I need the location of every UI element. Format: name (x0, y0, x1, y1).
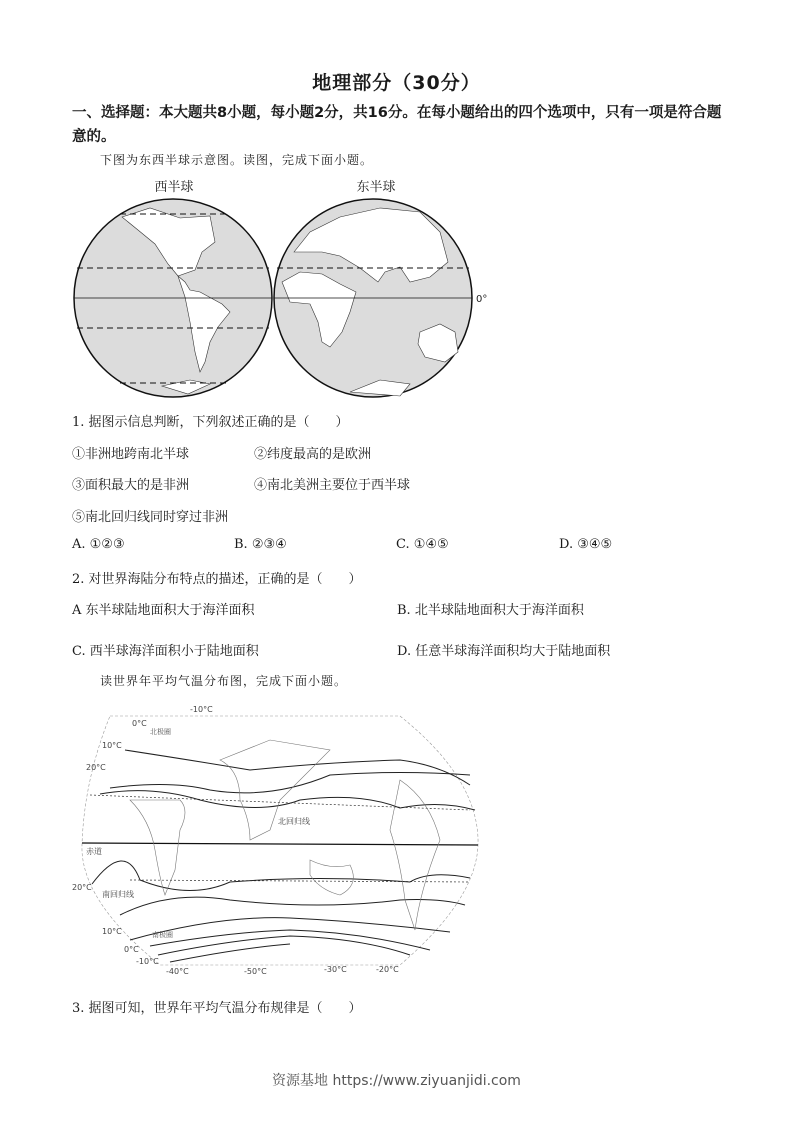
tropic-of-capricorn-label: 南回归线 (102, 890, 134, 899)
isotherm-label: -50°C (244, 967, 267, 976)
statement-5: ⑤南北回归线同时穿过非洲 (72, 510, 229, 525)
isotherm-label: -10°C (190, 705, 213, 714)
watermark-footer: 资源基地 https://www.ziyuanjidi.com (272, 1073, 521, 1089)
q1-option-b[interactable]: B. ②③④ (234, 537, 287, 552)
figure2-intro: 读世界年平均气温分布图，完成下面小题。 (100, 674, 348, 688)
q2-option-d[interactable]: D. 任意半球海洋面积均大于陆地面积 (397, 644, 611, 659)
question-number: 3. (72, 1001, 85, 1016)
arctic-circle-label: 北极圈 (150, 728, 171, 736)
statement-2: ②纬度最高的是欧洲 (254, 447, 372, 462)
statement-3: ③面积最大的是非洲 (72, 478, 190, 493)
question-3 (72, 997, 362, 1016)
world-temperature-map (70, 700, 490, 990)
hemisphere-map (60, 172, 500, 402)
q1-option-d[interactable]: D. ③④⑤ (559, 537, 613, 552)
question-stem: 对世界海陆分布特点的描述，正确的是（ ） (88, 572, 362, 587)
page-title: 地理部分（30分） (312, 72, 481, 94)
q2-option-b[interactable]: B. 北半球陆地面积大于海洋面积 (397, 603, 584, 618)
question-number: 2. (72, 572, 85, 587)
statement-1: ①非洲地跨南北半球 (72, 447, 190, 462)
west-hemisphere (74, 199, 272, 397)
isotherm-label: 0°C (124, 945, 139, 954)
q1-option-c[interactable]: C. ①④⑤ (396, 537, 449, 552)
isotherm-label: -10°C (136, 957, 159, 966)
isotherm-label: -30°C (324, 965, 347, 974)
isotherm-label: 20°C (72, 883, 92, 892)
q2-option-a[interactable]: A 东半球陆地面积大于海洋面积 (72, 603, 255, 618)
question-stem: 据图可知，世界年平均气温分布规律是（ ） (88, 1001, 362, 1016)
west-hemisphere-label: 西半球 (154, 180, 194, 195)
equator-label: 0° (476, 294, 488, 305)
question-1 (72, 411, 349, 430)
east-hemisphere (274, 199, 472, 397)
isotherm-label: 10°C (102, 927, 122, 936)
isotherm-label: -20°C (376, 965, 399, 974)
q2-option-c[interactable]: C. 西半球海洋面积小于陆地面积 (72, 644, 259, 659)
isotherm-label: 20°C (86, 763, 106, 772)
figure1-intro: 下图为东西半球示意图。读图，完成下面小题。 (100, 153, 374, 167)
question-number: 1. (72, 415, 85, 430)
q1-option-a[interactable]: A. ①②③ (72, 537, 125, 552)
isotherm-label: 0°C (132, 719, 147, 728)
isotherm-label: 10°C (102, 741, 122, 750)
question-stem: 据图示信息判断，下列叙述正确的是（ ） (88, 415, 349, 430)
isotherm-label: -40°C (166, 967, 189, 976)
tropic-of-cancer-label: 北回归线 (278, 817, 310, 826)
section-heading: 一、选择题：本大题共8小题，每小题2分，共16分。在每小题给出的四个选项中，只有一项是符合题意的。 (72, 105, 722, 145)
east-hemisphere-label: 东半球 (356, 180, 396, 195)
statement-4: ④南北美洲主要位于西半球 (254, 478, 411, 493)
question-2 (72, 568, 362, 587)
equator-label: 赤道 (86, 847, 102, 856)
antarctic-circle-label: 南极圈 (152, 931, 173, 939)
